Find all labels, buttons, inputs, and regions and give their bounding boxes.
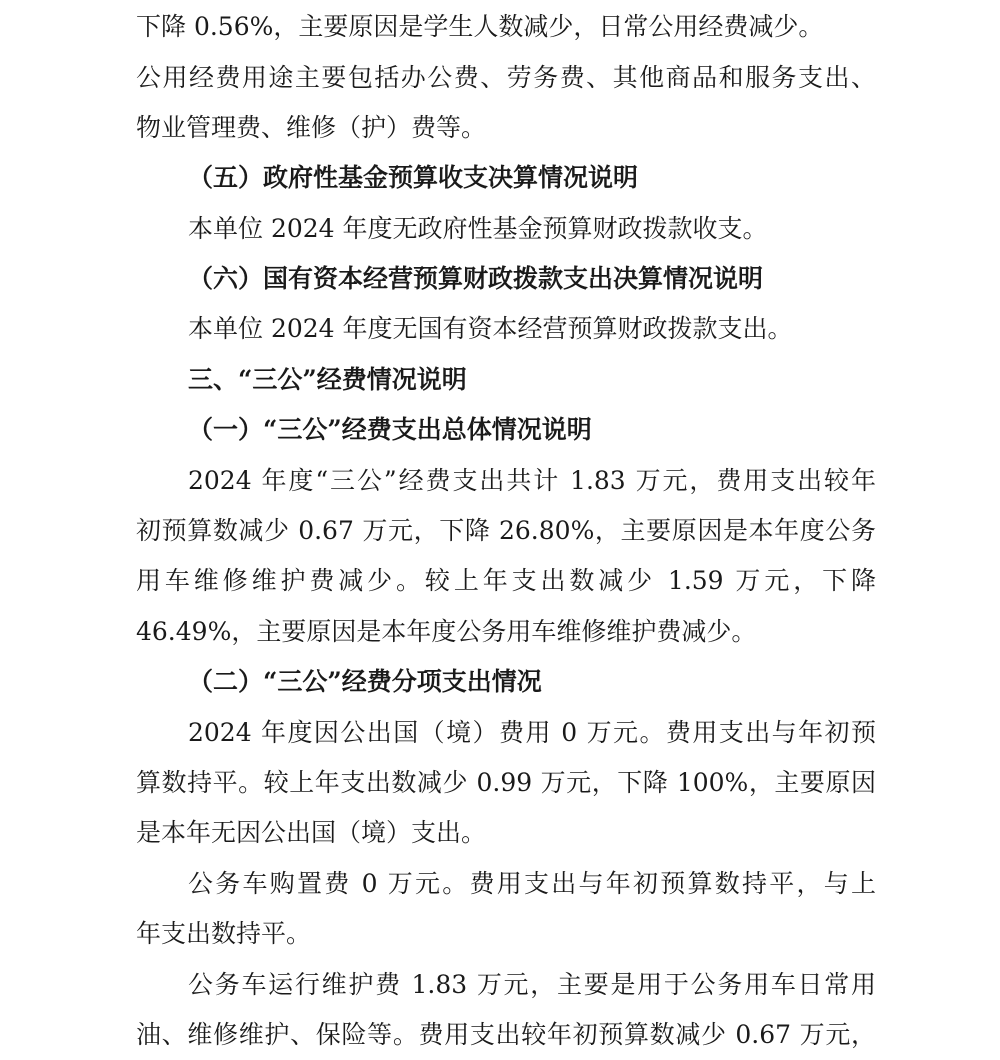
subsection-heading: （二）“三公”经费分项支出情况 [188, 667, 542, 696]
paragraph-line: 下降 0.56%，主要原因是学生人数减少，日常公用经费减少。 [136, 12, 824, 41]
paragraph-line: 公务车购置费 0 万元。费用支出与年初预算数持平，与上 [188, 869, 876, 898]
subsection-heading: （一）“三公”经费支出总体情况说明 [188, 415, 592, 444]
subsection-heading: （六）国有资本经营预算财政拨款支出决算情况说明 [188, 264, 764, 293]
subsection-heading: （五）政府性基金预算收支决算情况说明 [188, 163, 639, 192]
paragraph-line: 本单位 2024 年度无国有资本经营预算财政拨款支出。 [188, 314, 793, 343]
section-heading: 三、“三公”经费情况说明 [188, 365, 467, 394]
paragraph-line: 物业管理费、维修（护）费等。 [136, 113, 487, 142]
paragraph-line: 本单位 2024 年度无政府性基金预算财政拨款收支。 [188, 214, 768, 243]
paragraph-line: 油、维修维护、保险等。费用支出较年初预算数减少 0.67 万元， [136, 1020, 876, 1049]
paragraph-line: 年支出数持平。 [136, 919, 312, 948]
paragraph-line: 是本年无因公出国（境）支出。 [136, 818, 487, 847]
paragraph-line: 2024 年度“三公”经费支出共计 1.83 万元，费用支出较年 [188, 466, 876, 495]
paragraph-line: 算数持平。较上年支出数减少 0.99 万元，下降 100%，主要原因 [136, 768, 876, 797]
paragraph-line: 46.49%，主要原因是本年度公务用车维修维护费减少。 [136, 617, 757, 646]
paragraph-line: 用车维修维护费减少。较上年支出数减少 1.59 万元，下降 [136, 566, 876, 595]
paragraph-line: 初预算数减少 0.67 万元，下降 26.80%，主要原因是本年度公务 [136, 516, 876, 545]
paragraph-line: 公用经费用途主要包括办公费、劳务费、其他商品和服务支出、 [136, 63, 876, 92]
paragraph-line: 公务车运行维护费 1.83 万元，主要是用于公务用车日常用 [188, 970, 876, 999]
paragraph-line: 2024 年度因公出国（境）费用 0 万元。费用支出与年初预 [188, 718, 876, 747]
